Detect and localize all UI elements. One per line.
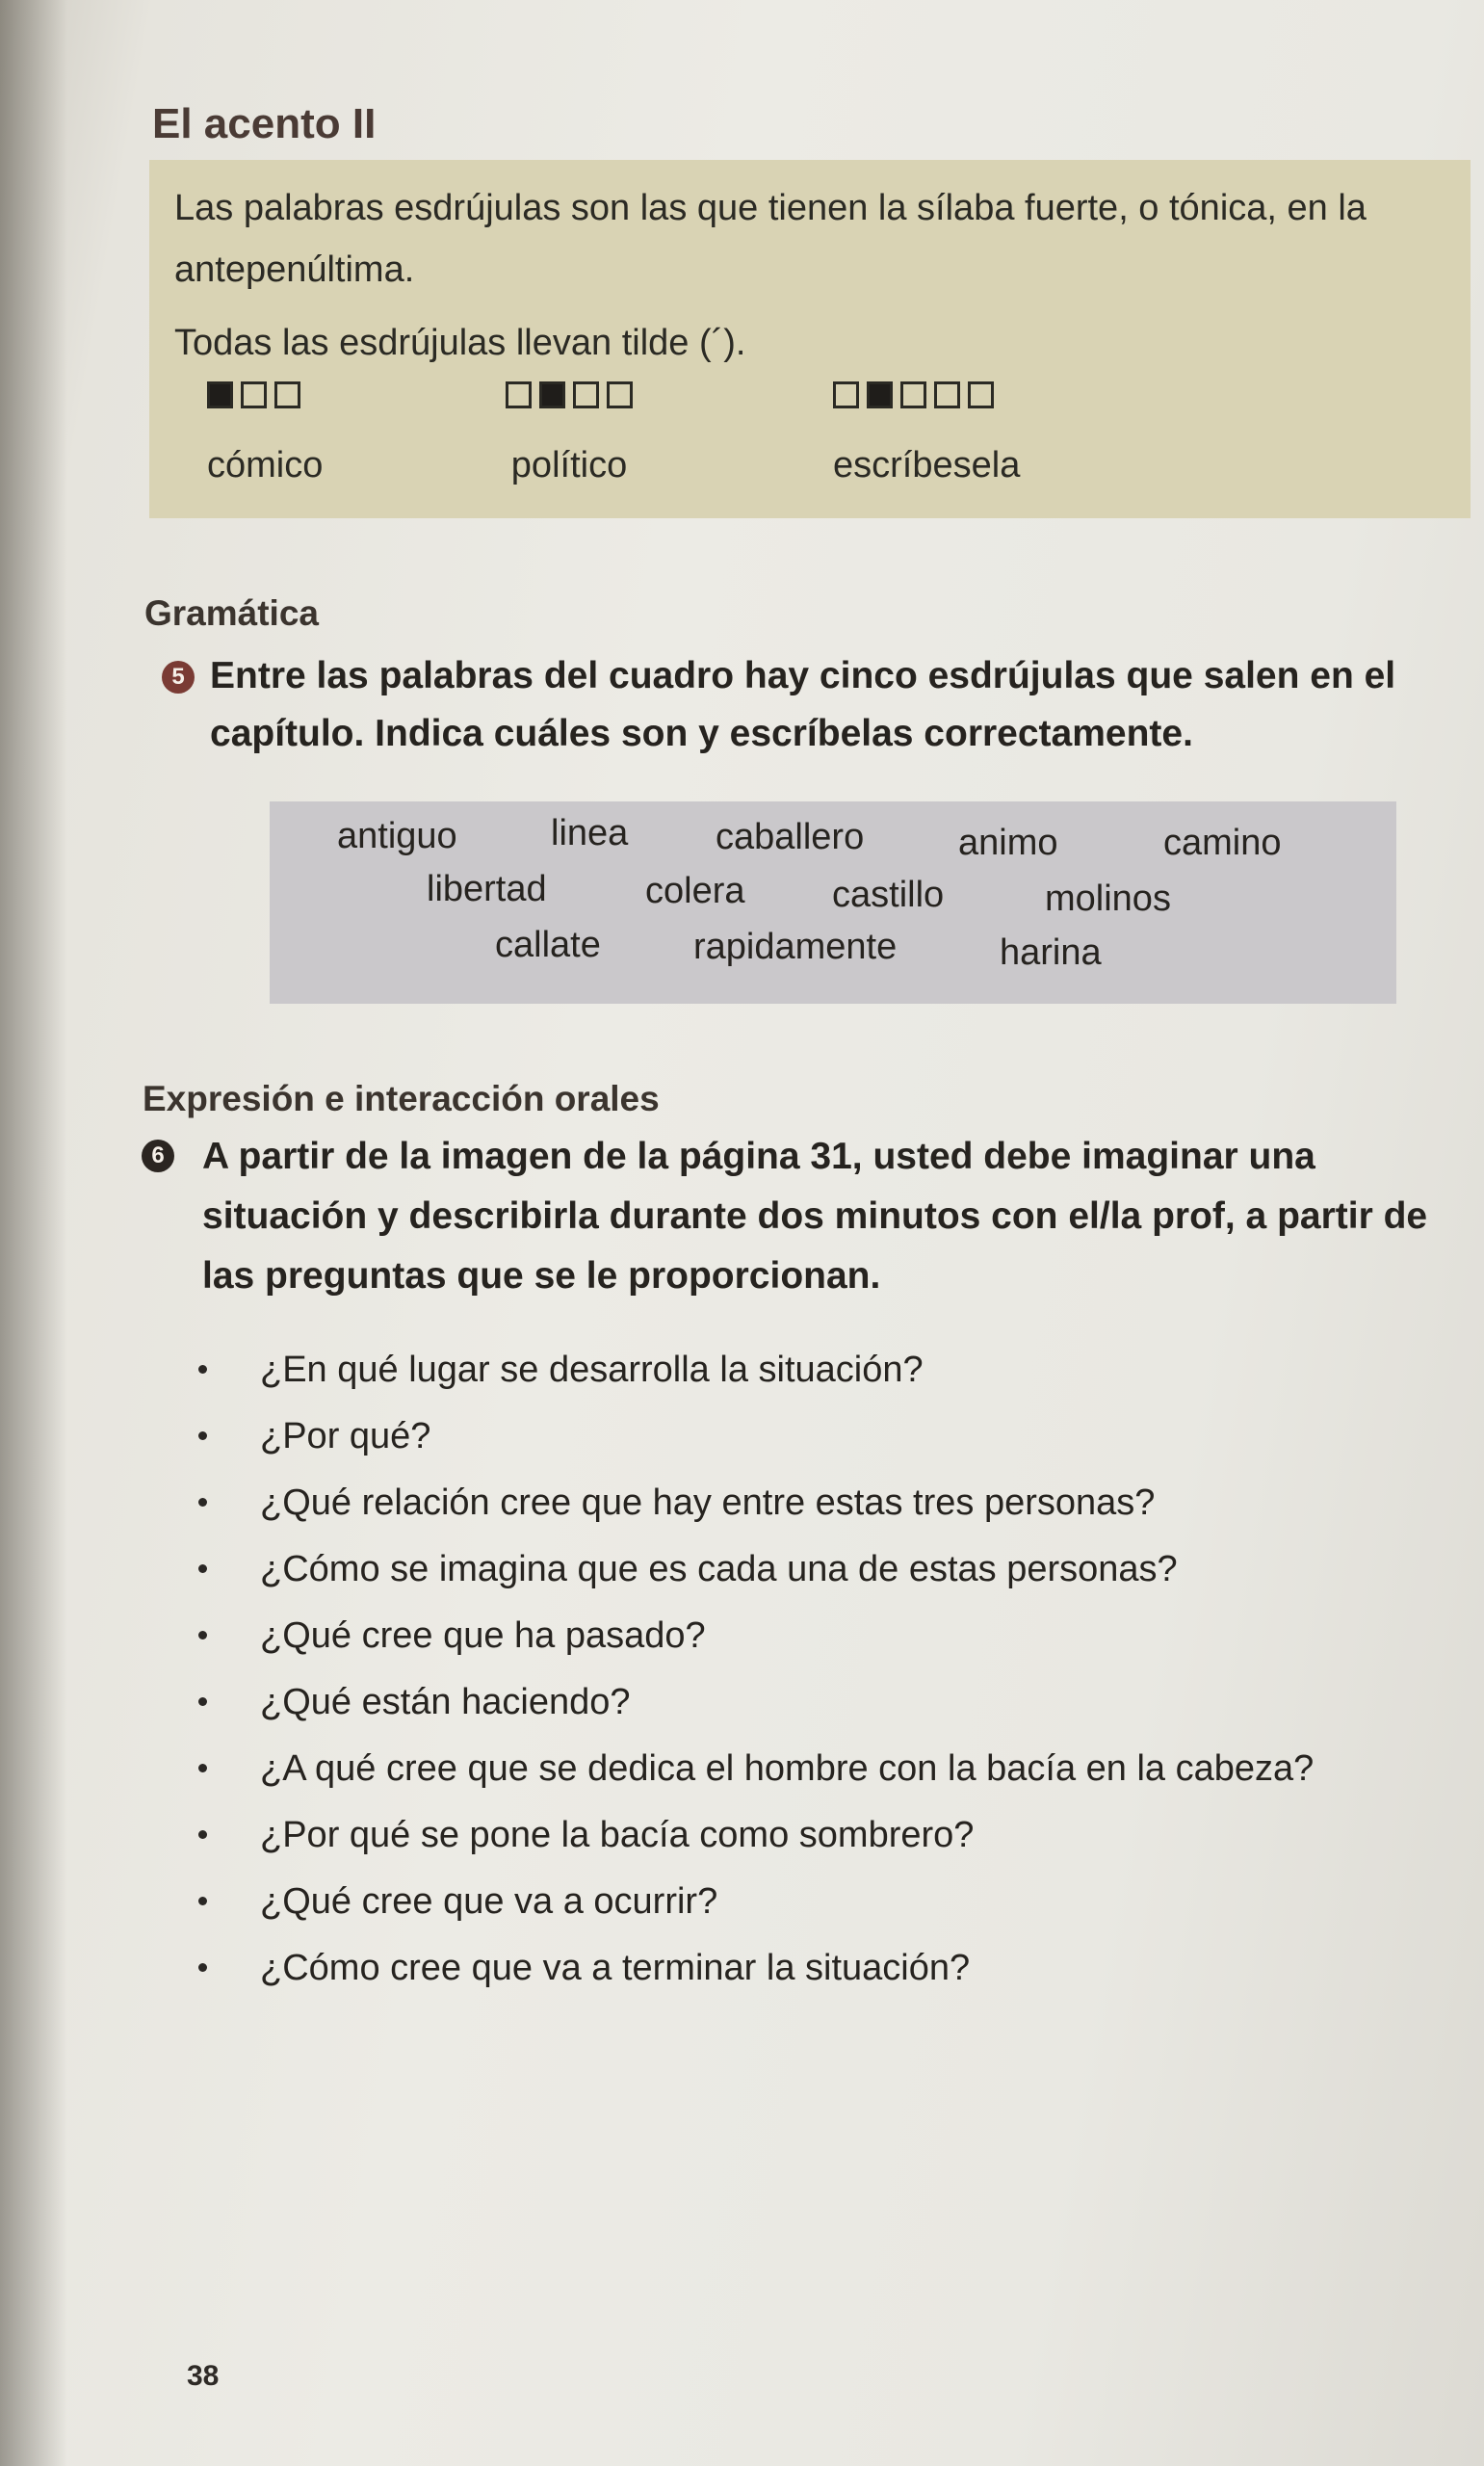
list-item bbox=[193, 1811, 1314, 1877]
exercise-number-badge: 6 bbox=[142, 1140, 174, 1172]
word-item: harina bbox=[1000, 932, 1102, 973]
stressed-syllable-box bbox=[207, 381, 233, 408]
word-box bbox=[270, 801, 1396, 1004]
syllable-box bbox=[833, 381, 859, 408]
grammar-section-title: Gramática bbox=[144, 593, 319, 633]
question-text: ¿Qué cree que va a ocurrir? bbox=[260, 1881, 718, 1922]
bullet-icon bbox=[198, 1897, 207, 1905]
page-binding-shadow bbox=[0, 0, 67, 2466]
syllable-box bbox=[241, 381, 267, 408]
question-text: ¿Cómo cree que va a terminar la situación? bbox=[260, 1948, 971, 1988]
syllable-box bbox=[506, 381, 532, 408]
list-item bbox=[193, 1877, 1314, 1944]
word-item: animo bbox=[958, 823, 1058, 863]
accent-example-comico bbox=[207, 381, 323, 486]
accent-rule-definition: Las palabras esdrújulas son las que tienen la sílaba fuerte, o tónica, en la antepenúltima. bbox=[174, 188, 1367, 290]
list-item bbox=[193, 1346, 1314, 1412]
example-word: escríbesela bbox=[833, 445, 1021, 485]
question-text: ¿Qué relación cree que hay entre estas tres personas? bbox=[260, 1482, 1156, 1523]
stressed-syllable-box bbox=[867, 381, 893, 408]
list-item bbox=[193, 1678, 1314, 1745]
accent-rule-box bbox=[149, 160, 1471, 518]
syllable-boxes bbox=[506, 381, 633, 408]
list-item bbox=[193, 1412, 1314, 1479]
word-item: antiguo bbox=[337, 816, 457, 856]
word-item: caballero bbox=[716, 817, 865, 857]
bullet-icon bbox=[198, 1697, 207, 1706]
exercise-5-instruction: Entre las palabras del cuadro hay cinco esdrújulas que salen en el capítulo. Indica cuáles son y escríbelas correctamente. bbox=[210, 655, 1396, 754]
bullet-icon bbox=[198, 1963, 207, 1972]
word-item: libertad bbox=[427, 869, 547, 909]
exercise-6-instruction: A partir de la imagen de la página 31, usted debe imaginar una situación y describirla durante dos minutos con el/la prof, a partir de las preguntas que se le proporcionan. bbox=[202, 1136, 1428, 1297]
syllable-box bbox=[274, 381, 300, 408]
syllable-box bbox=[934, 381, 960, 408]
bullet-icon bbox=[198, 1830, 207, 1839]
list-item bbox=[193, 1545, 1314, 1612]
word-item: colera bbox=[645, 871, 745, 911]
accent-rule-tilde: Todas las esdrújulas llevan tilde (´). bbox=[174, 323, 746, 363]
question-text: ¿En qué lugar se desarrolla la situación? bbox=[260, 1350, 924, 1390]
question-text: ¿Qué están haciendo? bbox=[260, 1682, 631, 1722]
syllable-boxes bbox=[833, 381, 1020, 408]
list-item bbox=[193, 1479, 1314, 1545]
word-item: molinos bbox=[1045, 879, 1171, 919]
accent-example-escribesela bbox=[833, 381, 1020, 486]
example-word: político bbox=[510, 445, 628, 485]
stressed-syllable-box bbox=[539, 381, 565, 408]
accent-example-politico bbox=[506, 381, 633, 486]
question-text: ¿A qué cree que se dedica el hombre con la bacía en la cabeza? bbox=[260, 1748, 1315, 1789]
question-list bbox=[193, 1346, 1314, 2010]
example-word: cómico bbox=[207, 445, 324, 485]
syllable-boxes bbox=[207, 381, 323, 408]
oral-section-title: Expresión e interacción orales bbox=[143, 1079, 660, 1118]
question-text: ¿Por qué se pone la bacía como sombrero? bbox=[260, 1815, 975, 1855]
bullet-icon bbox=[198, 1498, 207, 1507]
accent-section-title: El acento II bbox=[152, 100, 377, 147]
word-item: callate bbox=[495, 925, 601, 965]
syllable-box bbox=[968, 381, 994, 408]
list-item bbox=[193, 1612, 1314, 1678]
word-item: castillo bbox=[832, 875, 945, 915]
list-item bbox=[193, 1745, 1314, 1811]
word-item: linea bbox=[551, 813, 629, 853]
page-number: 38 bbox=[187, 2360, 220, 2392]
bullet-icon bbox=[198, 1431, 207, 1440]
word-item: rapidamente bbox=[693, 927, 898, 967]
syllable-box bbox=[900, 381, 926, 408]
bullet-icon bbox=[198, 1631, 207, 1640]
list-item bbox=[193, 1944, 1314, 2010]
question-text: ¿Cómo se imagina que es cada una de estas personas? bbox=[260, 1549, 1178, 1589]
bullet-icon bbox=[198, 1564, 207, 1573]
word-item: camino bbox=[1163, 823, 1282, 863]
question-text: ¿Por qué? bbox=[260, 1416, 431, 1456]
bullet-icon bbox=[198, 1764, 207, 1772]
question-text: ¿Qué cree que ha pasado? bbox=[260, 1615, 706, 1656]
exercise-number-badge: 5 bbox=[162, 661, 195, 694]
syllable-box bbox=[573, 381, 599, 408]
bullet-icon bbox=[198, 1365, 207, 1374]
syllable-box bbox=[607, 381, 633, 408]
